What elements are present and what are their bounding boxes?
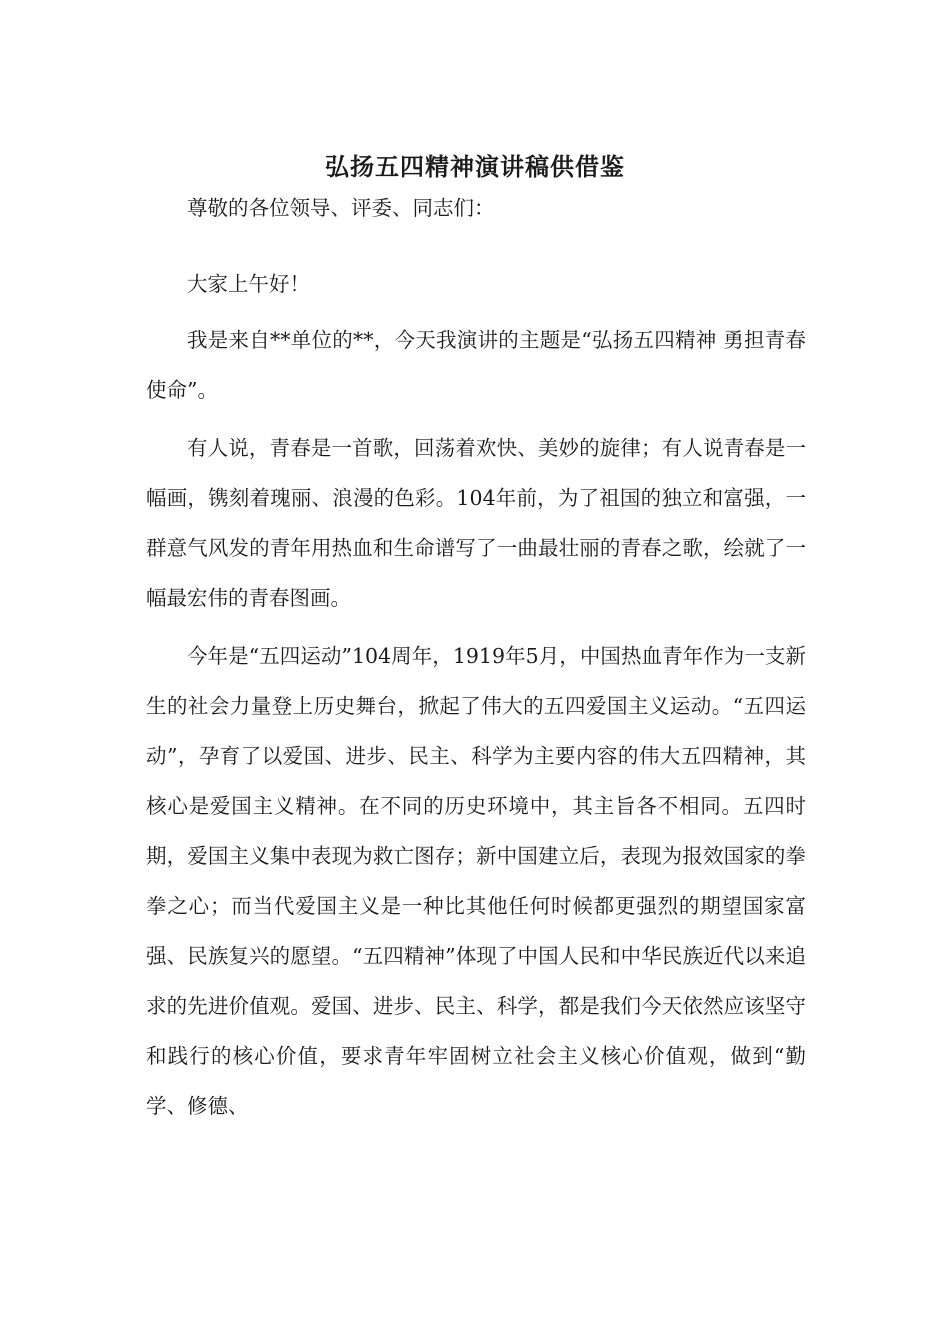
- document-title: 弘扬五四精神演讲稿供借鉴: [325, 152, 625, 181]
- paragraph: 有人说，青春是一首歌，回荡着欢快、美妙的旋律；有人说青春是一幅画，镌刻着瑰丽、浪漫的色彩。104年前，为了祖国的独立和富强，一群意气风发的青年用热血和生命谱写了一曲最壮丽的青春之歌，绘就了一幅最宏伟的青春图画。: [146, 436, 806, 610]
- salutation-block: [146, 183, 806, 233]
- greeting: 大家上午好！: [187, 272, 310, 296]
- salutation: 尊敬的各位领导、评委、同志们：: [187, 196, 495, 220]
- paragraph: 今年是“五四运动”104周年，1919年5月，中国热血青年作为一支新生的社会力量登上历史舞台，掀起了伟大的五四爱国主义运动。“五四运动”，孕育了以爱国、进步、民主、科学为主要内容的伟大五四精神，其核心是爱国主义精神。在不同的历史环境中，其主旨各不相同。五四时期，爱国主义集中表现为救亡图存；新中国建立后，表现为报效国家的拳拳之心；而当代爱国主义是一种比其他任何时候都更强烈的期望国家富强、民族复兴的愿望。“五四精神”体现了中国人民和中华民族近代以来追求的先进价值观。爱国、进步、民主、科学，都是我们今天依然应该坚守和践行的核心价值，要求青年牢固树立社会主义核心价值观，做到“勤学、修德、: [146, 644, 806, 1118]
- paragraph-block-1: [146, 315, 806, 415]
- paragraph-block-2: [146, 423, 806, 623]
- paragraph-block-3: [146, 631, 806, 1131]
- paragraph: 我是来自**单位的**，今天我演讲的主题是“弘扬五四精神 勇担青春使命”。: [146, 328, 806, 402]
- greeting-block: [146, 259, 806, 309]
